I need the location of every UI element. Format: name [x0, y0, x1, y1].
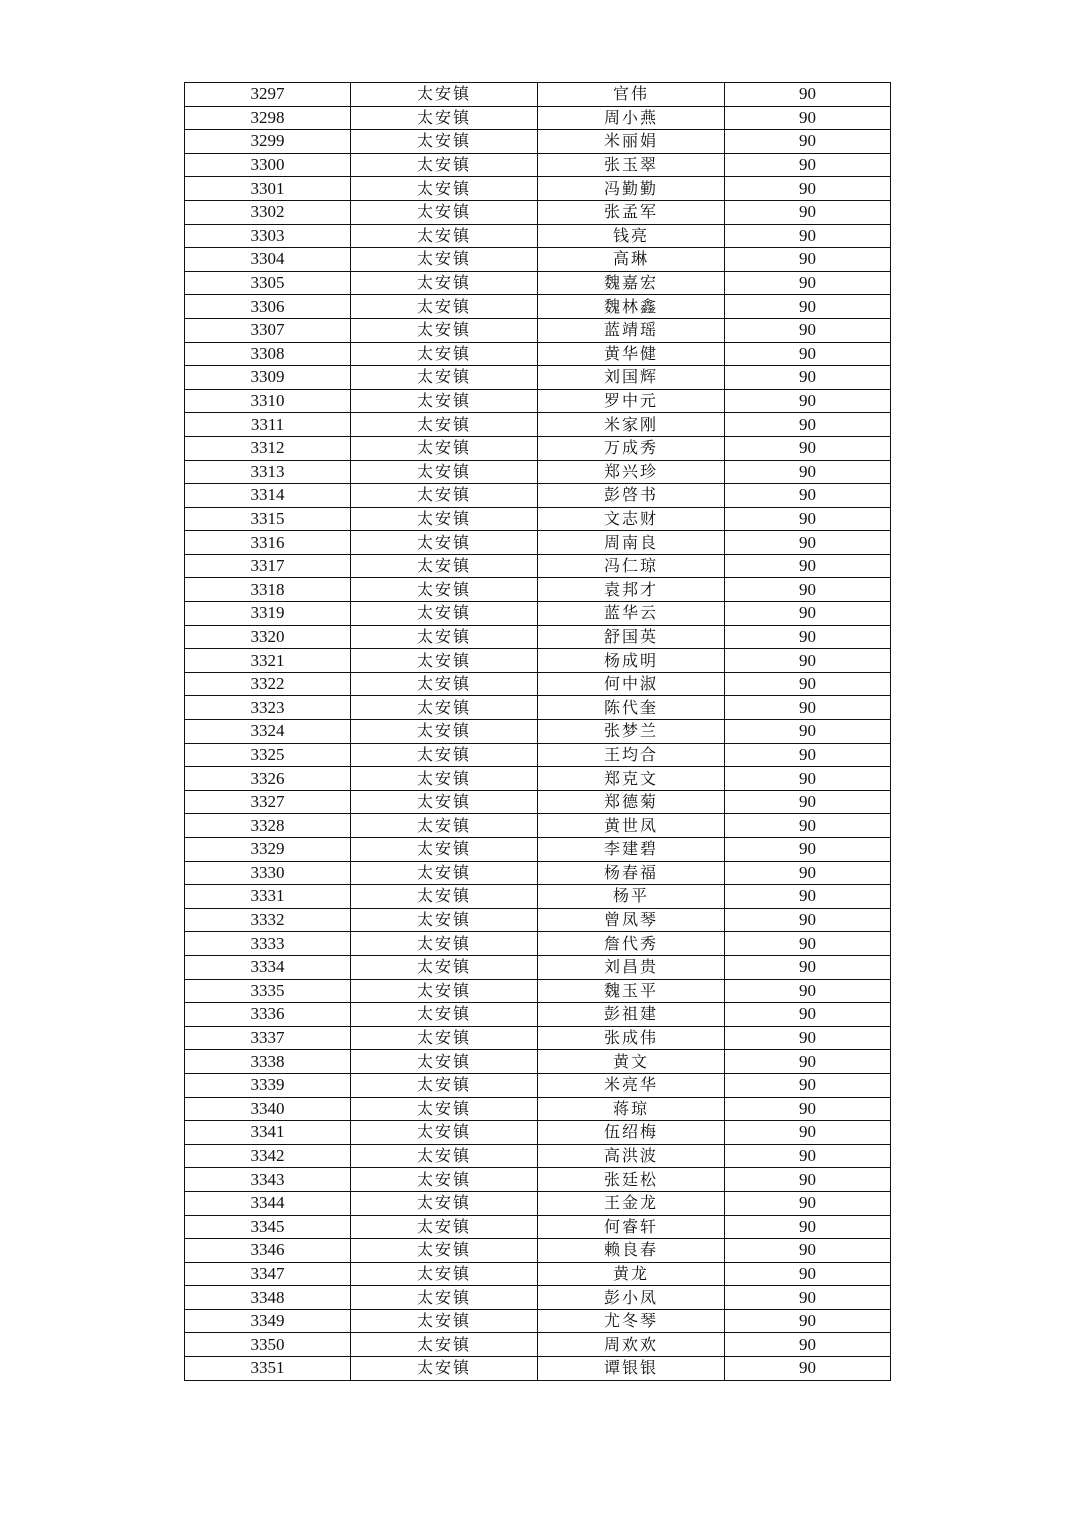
- score-cell: 90: [725, 1026, 891, 1050]
- row-number-cell: 3309: [185, 366, 351, 390]
- town-cell: 太安镇: [351, 413, 538, 437]
- name-cell: 张孟军: [538, 200, 725, 224]
- row-number-cell: 3307: [185, 318, 351, 342]
- table-row: [185, 790, 891, 814]
- town-cell: 太安镇: [351, 861, 538, 885]
- name-cell: 舒国英: [538, 625, 725, 649]
- table-row: [185, 1191, 891, 1215]
- town-cell: 太安镇: [351, 1144, 538, 1168]
- name-cell: 魏玉平: [538, 979, 725, 1003]
- name-cell: 罗中元: [538, 389, 725, 413]
- row-number-cell: 3302: [185, 200, 351, 224]
- row-number-cell: 3316: [185, 531, 351, 555]
- row-number-cell: 3335: [185, 979, 351, 1003]
- town-cell: 太安镇: [351, 955, 538, 979]
- row-number-cell: 3341: [185, 1121, 351, 1145]
- town-cell: 太安镇: [351, 1191, 538, 1215]
- town-cell: 太安镇: [351, 1121, 538, 1145]
- row-number-cell: 3338: [185, 1050, 351, 1074]
- score-cell: 90: [725, 1333, 891, 1357]
- row-number-cell: 3297: [185, 83, 351, 107]
- table-row: [185, 1215, 891, 1239]
- town-cell: 太安镇: [351, 271, 538, 295]
- table-row: [185, 602, 891, 626]
- town-cell: 太安镇: [351, 507, 538, 531]
- name-cell: 刘国辉: [538, 366, 725, 390]
- town-cell: 太安镇: [351, 1026, 538, 1050]
- town-cell: 太安镇: [351, 248, 538, 272]
- row-number-cell: 3339: [185, 1073, 351, 1097]
- table-row: [185, 1026, 891, 1050]
- name-cell: 米丽娟: [538, 130, 725, 154]
- name-cell: 袁邦才: [538, 578, 725, 602]
- row-number-cell: 3305: [185, 271, 351, 295]
- table-row: [185, 342, 891, 366]
- town-cell: 太安镇: [351, 177, 538, 201]
- town-cell: 太安镇: [351, 318, 538, 342]
- table-row: [185, 248, 891, 272]
- name-cell: 王金龙: [538, 1191, 725, 1215]
- table-row: [185, 1309, 891, 1333]
- table-row: [185, 1239, 891, 1263]
- roster-table: [184, 82, 891, 1381]
- score-cell: 90: [725, 554, 891, 578]
- row-number-cell: 3330: [185, 861, 351, 885]
- town-cell: 太安镇: [351, 224, 538, 248]
- name-cell: 彭啓书: [538, 484, 725, 508]
- town-cell: 太安镇: [351, 1073, 538, 1097]
- row-number-cell: 3311: [185, 413, 351, 437]
- town-cell: 太安镇: [351, 625, 538, 649]
- table-row: [185, 955, 891, 979]
- score-cell: 90: [725, 1097, 891, 1121]
- score-cell: 90: [725, 649, 891, 673]
- table-row: [185, 1144, 891, 1168]
- table-row: [185, 106, 891, 130]
- town-cell: 太安镇: [351, 531, 538, 555]
- score-cell: 90: [725, 436, 891, 460]
- name-cell: 张成伟: [538, 1026, 725, 1050]
- row-number-cell: 3331: [185, 885, 351, 909]
- row-number-cell: 3334: [185, 955, 351, 979]
- name-cell: 杨平: [538, 885, 725, 909]
- row-number-cell: 3306: [185, 295, 351, 319]
- score-cell: 90: [725, 507, 891, 531]
- table-row: [185, 696, 891, 720]
- town-cell: 太安镇: [351, 106, 538, 130]
- score-cell: 90: [725, 1215, 891, 1239]
- town-cell: 太安镇: [351, 436, 538, 460]
- town-cell: 太安镇: [351, 932, 538, 956]
- name-cell: 尤冬琴: [538, 1309, 725, 1333]
- table-row: [185, 413, 891, 437]
- table-row: [185, 743, 891, 767]
- row-number-cell: 3313: [185, 460, 351, 484]
- name-cell: 魏嘉宏: [538, 271, 725, 295]
- row-number-cell: 3304: [185, 248, 351, 272]
- name-cell: 彭祖建: [538, 1003, 725, 1027]
- name-cell: 官伟: [538, 83, 725, 107]
- row-number-cell: 3310: [185, 389, 351, 413]
- row-number-cell: 3333: [185, 932, 351, 956]
- name-cell: 高洪波: [538, 1144, 725, 1168]
- table-row: [185, 767, 891, 791]
- town-cell: 太安镇: [351, 602, 538, 626]
- row-number-cell: 3332: [185, 908, 351, 932]
- score-cell: 90: [725, 1121, 891, 1145]
- town-cell: 太安镇: [351, 153, 538, 177]
- town-cell: 太安镇: [351, 366, 538, 390]
- table-row: [185, 861, 891, 885]
- town-cell: 太安镇: [351, 1050, 538, 1074]
- table-row: [185, 554, 891, 578]
- town-cell: 太安镇: [351, 83, 538, 107]
- score-cell: 90: [725, 342, 891, 366]
- table-row: [185, 908, 891, 932]
- table-row: [185, 1168, 891, 1192]
- town-cell: 太安镇: [351, 342, 538, 366]
- name-cell: 赖良春: [538, 1239, 725, 1263]
- score-cell: 90: [725, 1262, 891, 1286]
- row-number-cell: 3317: [185, 554, 351, 578]
- name-cell: 冯勤勤: [538, 177, 725, 201]
- row-number-cell: 3324: [185, 720, 351, 744]
- score-cell: 90: [725, 1239, 891, 1263]
- table-row: [185, 507, 891, 531]
- score-cell: 90: [725, 767, 891, 791]
- town-cell: 太安镇: [351, 1003, 538, 1027]
- name-cell: 万成秀: [538, 436, 725, 460]
- score-cell: 90: [725, 1168, 891, 1192]
- score-cell: 90: [725, 366, 891, 390]
- name-cell: 郑克文: [538, 767, 725, 791]
- town-cell: 太安镇: [351, 1262, 538, 1286]
- score-cell: 90: [725, 1050, 891, 1074]
- name-cell: 陈代奎: [538, 696, 725, 720]
- score-cell: 90: [725, 531, 891, 555]
- town-cell: 太安镇: [351, 979, 538, 1003]
- table-row: [185, 838, 891, 862]
- town-cell: 太安镇: [351, 1168, 538, 1192]
- row-number-cell: 3319: [185, 602, 351, 626]
- name-cell: 刘昌贵: [538, 955, 725, 979]
- score-cell: 90: [725, 814, 891, 838]
- table-row: [185, 318, 891, 342]
- name-cell: 冯仁琼: [538, 554, 725, 578]
- row-number-cell: 3326: [185, 767, 351, 791]
- row-number-cell: 3303: [185, 224, 351, 248]
- table-row: [185, 1003, 891, 1027]
- score-cell: 90: [725, 696, 891, 720]
- table-row: [185, 130, 891, 154]
- name-cell: 郑德菊: [538, 790, 725, 814]
- name-cell: 张廷松: [538, 1168, 725, 1192]
- score-cell: 90: [725, 153, 891, 177]
- name-cell: 王均合: [538, 743, 725, 767]
- table-row: [185, 1333, 891, 1357]
- score-cell: 90: [725, 1144, 891, 1168]
- name-cell: 周小燕: [538, 106, 725, 130]
- name-cell: 蒋琼: [538, 1097, 725, 1121]
- town-cell: 太安镇: [351, 814, 538, 838]
- table-body: [185, 83, 891, 1381]
- name-cell: 彭小凤: [538, 1286, 725, 1310]
- table-row: [185, 1073, 891, 1097]
- score-cell: 90: [725, 672, 891, 696]
- table-row: [185, 295, 891, 319]
- table-row: [185, 1357, 891, 1381]
- town-cell: 太安镇: [351, 743, 538, 767]
- town-cell: 太安镇: [351, 720, 538, 744]
- name-cell: 杨成明: [538, 649, 725, 673]
- town-cell: 太安镇: [351, 1333, 538, 1357]
- name-cell: 周南良: [538, 531, 725, 555]
- name-cell: 黄文: [538, 1050, 725, 1074]
- name-cell: 周欢欢: [538, 1333, 725, 1357]
- row-number-cell: 3344: [185, 1191, 351, 1215]
- row-number-cell: 3322: [185, 672, 351, 696]
- row-number-cell: 3321: [185, 649, 351, 673]
- name-cell: 何睿轩: [538, 1215, 725, 1239]
- table-row: [185, 271, 891, 295]
- row-number-cell: 3323: [185, 696, 351, 720]
- score-cell: 90: [725, 861, 891, 885]
- row-number-cell: 3337: [185, 1026, 351, 1050]
- row-number-cell: 3336: [185, 1003, 351, 1027]
- table-row: [185, 932, 891, 956]
- town-cell: 太安镇: [351, 578, 538, 602]
- name-cell: 魏林鑫: [538, 295, 725, 319]
- table-row: [185, 366, 891, 390]
- score-cell: 90: [725, 955, 891, 979]
- row-number-cell: 3346: [185, 1239, 351, 1263]
- table-row: [185, 1050, 891, 1074]
- table-row: [185, 625, 891, 649]
- score-cell: 90: [725, 578, 891, 602]
- name-cell: 詹代秀: [538, 932, 725, 956]
- town-cell: 太安镇: [351, 484, 538, 508]
- score-cell: 90: [725, 200, 891, 224]
- score-cell: 90: [725, 389, 891, 413]
- town-cell: 太安镇: [351, 767, 538, 791]
- score-cell: 90: [725, 979, 891, 1003]
- name-cell: 文志财: [538, 507, 725, 531]
- row-number-cell: 3342: [185, 1144, 351, 1168]
- row-number-cell: 3347: [185, 1262, 351, 1286]
- score-cell: 90: [725, 602, 891, 626]
- score-cell: 90: [725, 177, 891, 201]
- town-cell: 太安镇: [351, 460, 538, 484]
- town-cell: 太安镇: [351, 1097, 538, 1121]
- score-cell: 90: [725, 1073, 891, 1097]
- row-number-cell: 3315: [185, 507, 351, 531]
- name-cell: 高琳: [538, 248, 725, 272]
- score-cell: 90: [725, 790, 891, 814]
- name-cell: 何中淑: [538, 672, 725, 696]
- row-number-cell: 3329: [185, 838, 351, 862]
- name-cell: 黄世凤: [538, 814, 725, 838]
- name-cell: 张玉翠: [538, 153, 725, 177]
- name-cell: 张梦兰: [538, 720, 725, 744]
- table-row: [185, 224, 891, 248]
- score-cell: 90: [725, 106, 891, 130]
- table-row: [185, 720, 891, 744]
- town-cell: 太安镇: [351, 1239, 538, 1263]
- table-row: [185, 578, 891, 602]
- score-cell: 90: [725, 1309, 891, 1333]
- score-cell: 90: [725, 932, 891, 956]
- score-cell: 90: [725, 413, 891, 437]
- name-cell: 李建碧: [538, 838, 725, 862]
- name-cell: 杨春福: [538, 861, 725, 885]
- row-number-cell: 3350: [185, 1333, 351, 1357]
- score-cell: 90: [725, 885, 891, 909]
- row-number-cell: 3345: [185, 1215, 351, 1239]
- row-number-cell: 3325: [185, 743, 351, 767]
- table-row: [185, 436, 891, 460]
- table-row: [185, 1097, 891, 1121]
- row-number-cell: 3312: [185, 436, 351, 460]
- table-row: [185, 153, 891, 177]
- score-cell: 90: [725, 248, 891, 272]
- table-row: [185, 531, 891, 555]
- town-cell: 太安镇: [351, 1309, 538, 1333]
- town-cell: 太安镇: [351, 790, 538, 814]
- table-row: [185, 1262, 891, 1286]
- score-cell: 90: [725, 838, 891, 862]
- table-row: [185, 979, 891, 1003]
- name-cell: 郑兴珍: [538, 460, 725, 484]
- row-number-cell: 3299: [185, 130, 351, 154]
- town-cell: 太安镇: [351, 389, 538, 413]
- table-row: [185, 814, 891, 838]
- score-cell: 90: [725, 1191, 891, 1215]
- town-cell: 太安镇: [351, 908, 538, 932]
- town-cell: 太安镇: [351, 696, 538, 720]
- table-row: [185, 177, 891, 201]
- score-cell: 90: [725, 318, 891, 342]
- town-cell: 太安镇: [351, 838, 538, 862]
- name-cell: 谭银银: [538, 1357, 725, 1381]
- row-number-cell: 3328: [185, 814, 351, 838]
- score-cell: 90: [725, 1003, 891, 1027]
- score-cell: 90: [725, 1286, 891, 1310]
- score-cell: 90: [725, 460, 891, 484]
- name-cell: 曾凤琴: [538, 908, 725, 932]
- row-number-cell: 3351: [185, 1357, 351, 1381]
- town-cell: 太安镇: [351, 1286, 538, 1310]
- name-cell: 黄龙: [538, 1262, 725, 1286]
- score-cell: 90: [725, 1357, 891, 1381]
- table-row: [185, 672, 891, 696]
- name-cell: 黄华健: [538, 342, 725, 366]
- town-cell: 太安镇: [351, 649, 538, 673]
- town-cell: 太安镇: [351, 1357, 538, 1381]
- town-cell: 太安镇: [351, 672, 538, 696]
- row-number-cell: 3320: [185, 625, 351, 649]
- row-number-cell: 3340: [185, 1097, 351, 1121]
- table-row: [185, 83, 891, 107]
- name-cell: 蓝华云: [538, 602, 725, 626]
- row-number-cell: 3298: [185, 106, 351, 130]
- table-row: [185, 389, 891, 413]
- row-number-cell: 3318: [185, 578, 351, 602]
- name-cell: 米亮华: [538, 1073, 725, 1097]
- town-cell: 太安镇: [351, 1215, 538, 1239]
- table-row: [185, 484, 891, 508]
- score-cell: 90: [725, 130, 891, 154]
- row-number-cell: 3300: [185, 153, 351, 177]
- name-cell: 钱亮: [538, 224, 725, 248]
- row-number-cell: 3348: [185, 1286, 351, 1310]
- row-number-cell: 3301: [185, 177, 351, 201]
- row-number-cell: 3349: [185, 1309, 351, 1333]
- table-row: [185, 885, 891, 909]
- score-cell: 90: [725, 484, 891, 508]
- row-number-cell: 3343: [185, 1168, 351, 1192]
- table-row: [185, 1286, 891, 1310]
- table-row: [185, 200, 891, 224]
- score-cell: 90: [725, 625, 891, 649]
- town-cell: 太安镇: [351, 885, 538, 909]
- name-cell: 蓝靖瑶: [538, 318, 725, 342]
- score-cell: 90: [725, 295, 891, 319]
- town-cell: 太安镇: [351, 295, 538, 319]
- table-row: [185, 1121, 891, 1145]
- town-cell: 太安镇: [351, 130, 538, 154]
- town-cell: 太安镇: [351, 200, 538, 224]
- row-number-cell: 3314: [185, 484, 351, 508]
- score-cell: 90: [725, 224, 891, 248]
- table-row: [185, 649, 891, 673]
- score-cell: 90: [725, 720, 891, 744]
- table-row: [185, 460, 891, 484]
- town-cell: 太安镇: [351, 554, 538, 578]
- score-cell: 90: [725, 908, 891, 932]
- score-cell: 90: [725, 83, 891, 107]
- name-cell: 伍绍梅: [538, 1121, 725, 1145]
- name-cell: 米家刚: [538, 413, 725, 437]
- score-cell: 90: [725, 743, 891, 767]
- row-number-cell: 3308: [185, 342, 351, 366]
- score-cell: 90: [725, 271, 891, 295]
- row-number-cell: 3327: [185, 790, 351, 814]
